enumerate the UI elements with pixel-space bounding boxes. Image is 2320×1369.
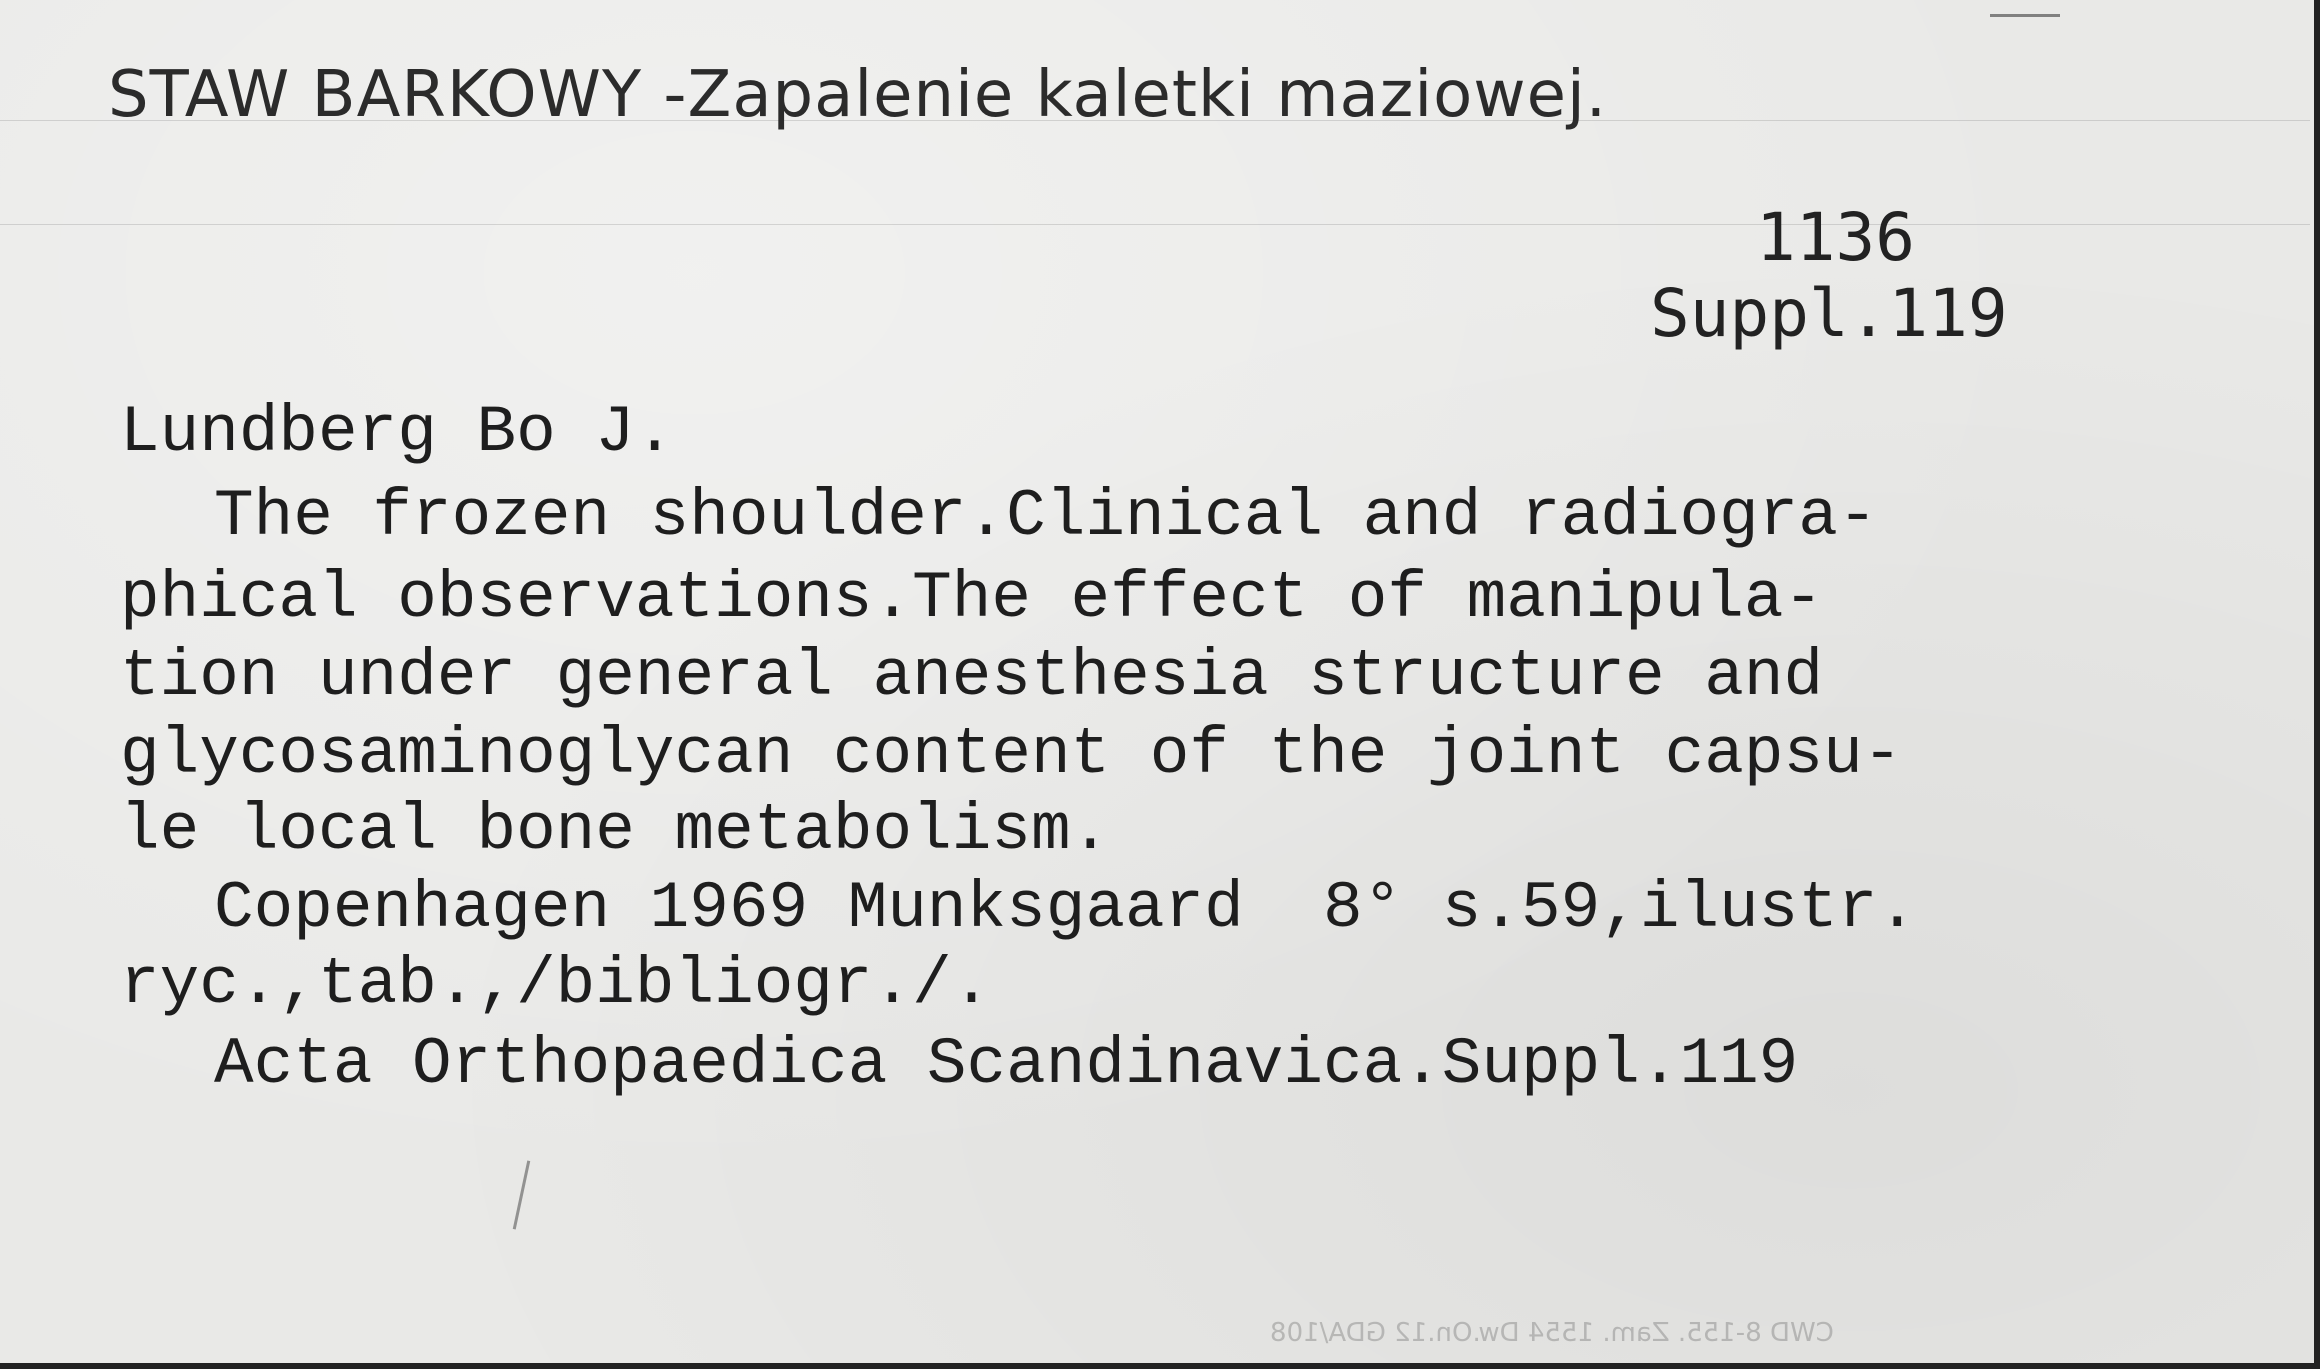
imprint-line-2: ryc.,tab.,/bibliogr./. [120,947,992,1022]
pencil-mark [1990,14,2060,17]
title-line-3: tion under general anesthesia structure and [120,639,1824,714]
printer-stamp: CWD 8-155. Zam. 1554 Dw.On.12 GDA/108 [1270,1318,1834,1348]
subject-heading: STAW BARKOWY -Zapalenie kaletki maziowej. [108,58,1608,132]
author-line: Lundberg Bo J. [120,395,675,470]
pencil-mark [513,1160,530,1229]
title-line-2: phical observations.The effect of manipula- [120,561,1824,636]
imprint-line-1: Copenhagen 1969 Munksgaard 8° s.59,ilustr. [214,871,1918,946]
call-number [1650,200,2100,352]
series-line: Acta Orthopaedica Scandinavica.Suppl.119 [214,1027,1799,1102]
title-line-5: le local bone metabolism. [120,793,1111,868]
call-number-line2: Suppl.119 [1650,275,2008,352]
title-line-4: glycosaminoglycan content of the joint capsu- [120,717,1903,792]
title-line-1: The frozen shoulder.Clinical and radiogra- [214,479,1878,554]
call-number-line1: 1136 [1756,199,1915,276]
